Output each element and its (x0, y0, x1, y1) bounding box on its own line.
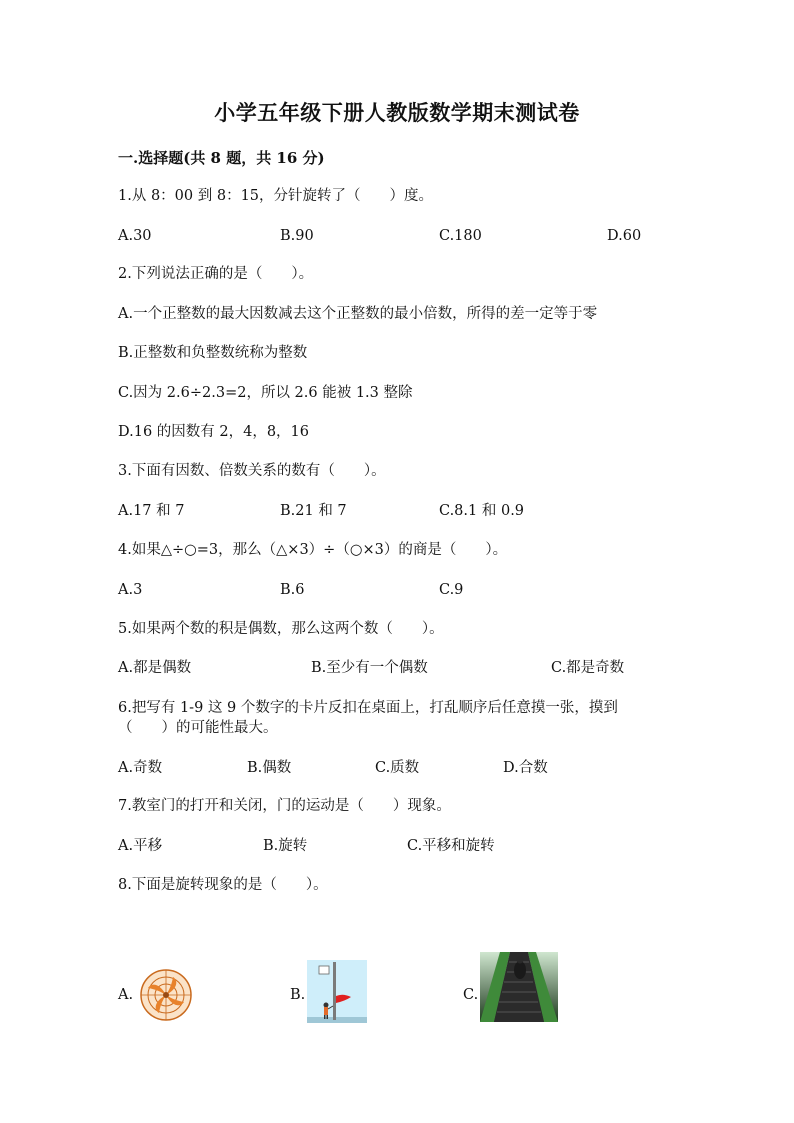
flag-raising-icon (307, 960, 367, 1027)
question-6-cont: （ ）的可能性最大。 (118, 720, 278, 736)
q7-option-a: A.平移 (118, 838, 163, 854)
q6-option-a: A.奇数 (118, 760, 163, 776)
q1-option-a: A.30 (118, 228, 152, 244)
q6-option-b: B.偶数 (247, 760, 292, 776)
q7-option-b: B.旋转 (263, 838, 308, 854)
q1-option-c: C.180 (439, 228, 482, 244)
question-3: 3.下面有因数、倍数关系的数有（ ）。 (118, 463, 386, 479)
question-6: 6.把写有 1-9 这 9 个数字的卡片反扣在桌面上，打乱顺序后任意摸一张，摸到 (118, 700, 618, 716)
page-title: 小学五年级下册人教版数学期末测试卷 (214, 100, 580, 125)
q5-option-c: C.都是奇数 (551, 660, 625, 676)
q2-option-d: D.16 的因数有 2，4，8，16 (118, 424, 310, 440)
q8-option-c: C. (463, 987, 479, 1003)
question-8: 8.下面是旋转现象的是（ ）。 (118, 877, 328, 893)
question-2: 2.下列说法正确的是（ ）。 (118, 266, 314, 282)
q5-option-a: A.都是偶数 (118, 660, 192, 676)
q3-option-b: B.21 和 7 (280, 503, 347, 519)
q5-option-b: B.至少有一个偶数 (311, 660, 428, 676)
q4-option-a: A.3 (118, 582, 143, 598)
question-1: 1.从 8：00 到 8：15，分针旋转了（ ）度。 (118, 188, 434, 204)
q8-option-b: B. (290, 987, 306, 1003)
question-4: 4.如果△÷○=3，那么（△×3）÷（○×3）的商是（ ）。 (118, 542, 508, 558)
q1-option-d: D.60 (607, 228, 642, 244)
q2-option-a: A.一个正整数的最大因数减去这个正整数的最小倍数，所得的差一定等于零 (118, 306, 598, 322)
question-5: 5.如果两个数的积是偶数，那么这两个数（ ）。 (118, 621, 444, 637)
q4-option-c: C.9 (439, 582, 464, 598)
escalator-icon (480, 952, 558, 1026)
q6-option-d: D.合数 (503, 760, 548, 776)
section-heading: 一.选择题(共 8 题，共 16 分) (118, 149, 325, 167)
q6-option-c: C.质数 (375, 760, 420, 776)
fan-icon (138, 966, 194, 1028)
q2-option-b: B.正整数和负整数统称为整数 (118, 345, 308, 361)
q1-option-b: B.90 (280, 228, 314, 244)
q8-option-a: A. (118, 987, 134, 1003)
q7-option-c: C.平移和旋转 (407, 838, 495, 854)
q3-option-c: C.8.1 和 0.9 (439, 503, 525, 519)
q2-option-c: C.因为 2.6÷2.3=2，所以 2.6 能被 1.3 整除 (118, 385, 413, 401)
q3-option-a: A.17 和 7 (118, 503, 185, 519)
q4-option-b: B.6 (280, 582, 305, 598)
question-7: 7.教室门的打开和关闭，门的运动是（ ）现象。 (118, 798, 451, 814)
